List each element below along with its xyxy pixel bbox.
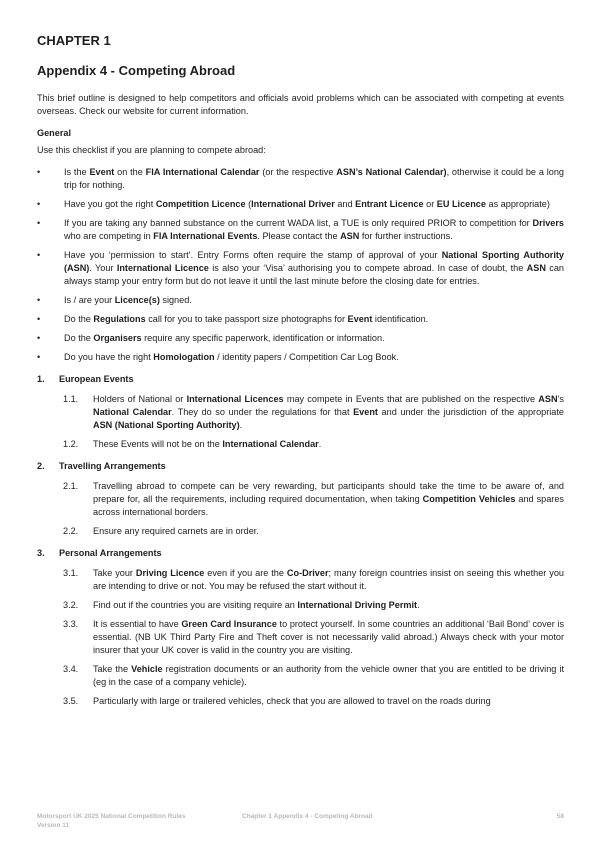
bold-term: Event <box>353 407 378 417</box>
bullet-icon: • <box>37 352 41 362</box>
section-heading <box>37 460 564 473</box>
item-number: 3.3. <box>63 619 79 629</box>
item-text <box>93 599 564 612</box>
bold-term: Drivers <box>532 218 564 228</box>
bold-term: FIA International Events <box>153 231 258 241</box>
section-title: Personal Arrangements <box>59 548 162 558</box>
bold-term: Vehicle <box>131 664 163 674</box>
text-run: as appropriate) <box>485 199 550 209</box>
text-run: may compete in Events that are published on the respective <box>283 394 539 404</box>
page-title: Appendix 4 - Competing Abroad <box>37 63 236 78</box>
bold-term: Co-Driver <box>286 568 329 578</box>
footer-version: Version 11 <box>37 822 70 829</box>
text-run: / identity papers / Competition Car Log Book. <box>214 352 399 362</box>
checklist-item <box>37 313 564 326</box>
text-run: . Your <box>89 263 117 273</box>
item-number: 3.1. <box>63 568 79 578</box>
text-run: Is / are your <box>64 295 115 305</box>
text-run: ; many foreign countries insist on seeing this whether you are intending to drive or not. You may be refused the start without it. <box>93 568 565 591</box>
bold-term: Event <box>89 167 115 177</box>
bold-term: ASN <box>538 394 558 404</box>
checklist-item <box>37 166 564 192</box>
bullet-icon: • <box>37 333 41 343</box>
text-run: Particularly with large or trailered vehicles, check that you are allowed to travel on the roads during <box>93 696 491 706</box>
checklist-item <box>37 217 564 243</box>
text-run: even if you are the <box>204 568 287 578</box>
text-run: If you are taking any banned substance on the current WADA list, a TUE is only required PRIOR to competition for <box>64 218 533 228</box>
text-run: signed. <box>159 295 192 305</box>
item-number: 1.1. <box>63 394 79 404</box>
text-run: . They do so under the regulations for that <box>171 407 354 417</box>
text-run: Do the <box>64 314 94 324</box>
text-run: and <box>334 199 356 209</box>
bold-term: Licence(s) <box>114 295 160 305</box>
section-number: 1. <box>37 374 45 384</box>
text-run: registration documents or an authority from the vehicle owner that you are entitled to be driving it (eg in the case of a company vehicle). <box>93 664 565 687</box>
text-run: . Please contact the <box>257 231 341 241</box>
numbered-sections <box>37 373 564 708</box>
bold-term: EU Licence <box>436 199 486 209</box>
bold-term: Homologation <box>153 352 215 362</box>
bullet-icon: • <box>37 218 41 228</box>
item-number: 3.5. <box>63 696 79 706</box>
bold-term: Event <box>347 314 373 324</box>
section-title: Travelling Arrangements <box>59 461 166 471</box>
text-run: require any specific paperwork, identification or information. <box>141 333 385 343</box>
numbered-item <box>37 438 564 451</box>
chapter-heading: CHAPTER 1 <box>37 33 111 48</box>
numbered-item <box>37 393 564 432</box>
item-number: 3.2. <box>63 600 79 610</box>
text-run: and under the jurisdiction of the appropriate <box>377 407 564 417</box>
document-body <box>37 92 564 714</box>
text-run: or <box>423 199 437 209</box>
text-run: Have you got the right <box>64 199 156 209</box>
text-run: identification. <box>372 314 429 324</box>
item-number: 2.2. <box>63 526 79 536</box>
text-run: , otherwise it could be a long trip for nothing. <box>64 167 565 190</box>
bold-term: Competition Licence <box>155 199 246 209</box>
text-run: for further instructions. <box>359 231 453 241</box>
checklist-item <box>37 351 564 364</box>
text-run: These Events will not be on the <box>93 439 223 449</box>
checklist-item <box>37 332 564 345</box>
item-number: 2.1. <box>63 481 79 491</box>
bullet-icon: • <box>37 250 41 260</box>
bold-term: Organisers <box>93 333 142 343</box>
bold-term: ASN’s National Calendar) <box>336 167 447 177</box>
numbered-item <box>37 525 564 538</box>
bold-term: Regulations <box>93 314 146 324</box>
section-heading <box>37 373 564 386</box>
text-run: ( <box>245 199 252 209</box>
general-heading: General <box>37 128 71 138</box>
bold-term: International Driving Permit <box>297 600 418 610</box>
bold-term: ASN <box>526 263 546 273</box>
numbered-item <box>37 567 564 593</box>
bold-term: ASN (National Sporting Authority) <box>93 420 240 430</box>
bold-term: International Licences <box>186 394 284 404</box>
numbered-item <box>37 663 564 689</box>
bullet-icon: • <box>37 314 41 324</box>
text-run: Take your <box>93 568 136 578</box>
section-number: 3. <box>37 548 45 558</box>
text-run: . <box>318 439 322 449</box>
item-text <box>93 525 564 538</box>
numbered-item <box>37 695 564 708</box>
text-run: Find out if the countries you are visiting require an <box>93 600 298 610</box>
numbered-item <box>37 480 564 519</box>
item-number: 1.2. <box>63 439 79 449</box>
bold-term: National Calendar <box>93 407 172 417</box>
text-run: and spares across international borders. <box>93 494 564 517</box>
bold-term: FIA International Calendar <box>145 167 260 177</box>
item-text <box>93 567 564 593</box>
bold-term: International Licence <box>116 263 209 273</box>
text-run: Have you ‘permission to start’. Entry Forms often require the stamp of approval of your <box>64 250 442 260</box>
bullet-icon: • <box>37 295 41 305</box>
checklist-item <box>37 249 564 288</box>
item-text <box>93 695 564 708</box>
checklist-item <box>37 198 564 211</box>
checklist-item <box>37 294 564 307</box>
text-run: can always stamp your entry form but do not leave it until the last minute before the closing date for entries. <box>64 263 564 286</box>
item-text <box>93 393 564 432</box>
footer-left <box>37 812 185 830</box>
bold-term: National Sporting Authority (ASN) <box>64 250 564 273</box>
text-run: Do you have the right <box>64 352 154 362</box>
text-run: to protect yourself. In some countries an additional ‘Bail Bond’ cover is essential. (NB UK Third Party Fire and Theft cover is not necessarily valid abroad.) Always check with your motor insurer that your UK cover is valid in the country you are visiting. <box>93 619 565 655</box>
checklist <box>37 166 564 364</box>
item-text <box>93 438 564 451</box>
bold-term: International Calendar <box>222 439 319 449</box>
text-run: Take the <box>93 664 132 674</box>
text-run: who are competing in <box>64 231 154 241</box>
text-run: (or the respective <box>259 167 337 177</box>
numbered-item <box>37 599 564 612</box>
intro-paragraph: This brief outline is designed to help competitors and officials avoid problems which can be associated with competing at events overseas. Check our website for current information. <box>37 93 564 116</box>
general-lead: Use this checklist if you are planning to compete abroad: <box>37 145 266 155</box>
text-run: . <box>417 600 420 610</box>
text-run: ’s <box>557 394 564 404</box>
text-run: Do the <box>64 333 94 343</box>
bold-term: Driving Licence <box>135 568 205 578</box>
text-run: Travelling abroad to compete can be very rewarding, but participants should take the time to be aware of, and prepare for, all the requirements, including required documentation, when taking <box>93 481 564 504</box>
text-run: . <box>239 420 243 430</box>
bold-term: Green Card Insurance <box>181 619 277 629</box>
text-run: It is essential to have <box>93 619 182 629</box>
bold-term: Entrant Licence <box>355 199 424 209</box>
footer-section-title: Chapter 1 Appendix 4 - Competing Abroad <box>242 813 373 820</box>
item-text <box>93 618 564 657</box>
numbered-item <box>37 618 564 657</box>
section-number: 2. <box>37 461 45 471</box>
section-title: European Events <box>59 374 134 384</box>
bullet-icon: • <box>37 199 41 209</box>
bullet-icon: • <box>37 167 41 177</box>
item-text <box>93 663 564 689</box>
text-run: on the <box>114 167 146 177</box>
text-run: call for you to take passport size photographs for <box>145 314 348 324</box>
page-number: 58 <box>556 813 564 820</box>
bold-term: International Driver <box>251 199 335 209</box>
bold-term: Competition Vehicles <box>422 494 516 504</box>
text-run: Holders of National or <box>93 394 187 404</box>
text-run: Ensure any required carnets are in order. <box>93 526 259 536</box>
footer-publication: Motorsport UK 2025 National Competition Rules <box>37 813 186 820</box>
item-text <box>93 480 564 519</box>
section-heading <box>37 547 564 560</box>
text-run: is also your ‘Visa’ authorising you to compete abroad. In case of doubt, the <box>208 263 527 273</box>
item-number: 3.4. <box>63 664 79 674</box>
text-run: Is the <box>64 167 90 177</box>
bold-term: ASN <box>340 231 360 241</box>
